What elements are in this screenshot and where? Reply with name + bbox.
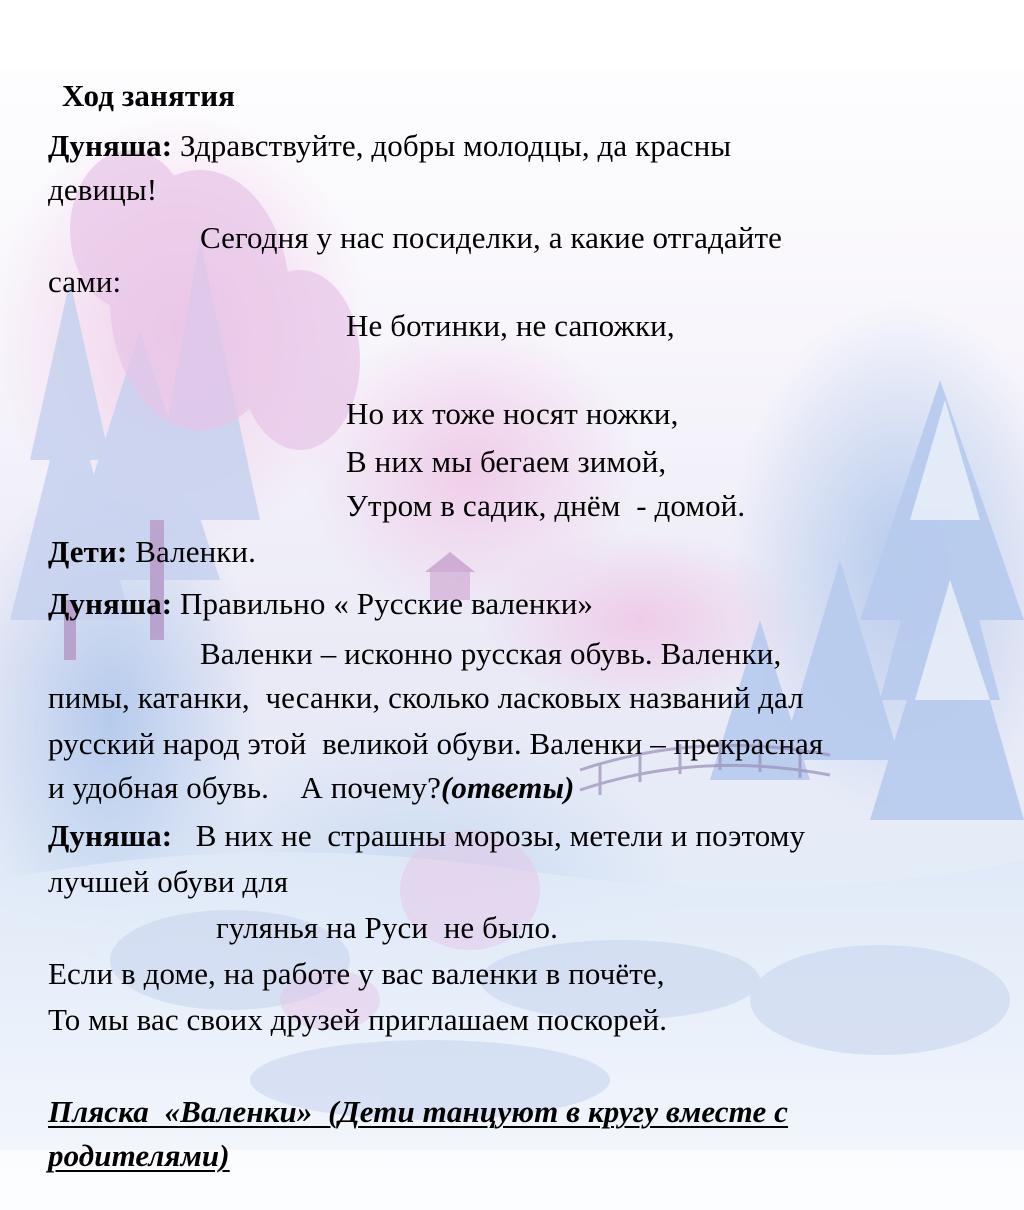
dialogue-line-15 xyxy=(48,814,805,858)
line-text: Правильно « Русские валенки» xyxy=(172,586,594,621)
dance-instruction-line-2: родителями) xyxy=(48,1138,230,1173)
dialogue-line-10 xyxy=(48,582,593,626)
riddle-line-3: В них мы бегаем зимой, xyxy=(346,444,667,479)
dialogue-line-4: сами: xyxy=(48,264,122,299)
page-title: Ход занятия xyxy=(62,78,236,113)
speaker-label: Дети: xyxy=(48,534,128,569)
dialogue-line-14 xyxy=(48,766,574,810)
dialogue-line-17: гулянья на Руси не было. xyxy=(216,910,558,945)
speaker-label: Дуняша: xyxy=(48,128,173,163)
dialogue-line-11: Валенки – исконно русская обувь. Валенки, xyxy=(200,636,782,671)
riddle-line-2: Но их тоже носят ножки, xyxy=(346,396,679,431)
dialogue-line-16: лучшей обуви для xyxy=(48,864,289,899)
answers-note: (ответы) xyxy=(440,770,575,805)
dialogue-line-3: Сегодня у нас посиделки, а какие отгадайте xyxy=(200,220,782,255)
dialogue-line-19: То мы вас своих друзей приглашаем поскорей. xyxy=(48,1002,668,1037)
dialogue-line-1 xyxy=(48,124,731,168)
dialogue-line-12: пимы, катанки, чесанки, сколько ласковых названий дал xyxy=(48,680,804,715)
dance-instruction-line-1: Пляска «Валенки» (Дети танцуют в кругу вместе с xyxy=(48,1094,789,1129)
dialogue-line-9 xyxy=(48,530,256,574)
speaker-label: Дуняша: xyxy=(48,586,173,621)
riddle-line-1: Не ботинки, не сапожки, xyxy=(346,308,675,343)
dialogue-line-18: Если в доме, на работе у вас валенки в почёте, xyxy=(48,956,665,991)
riddle-line-4: Утром в садик, днём - домой. xyxy=(346,488,746,523)
line-text: В них не страшны морозы, метели и поэтому xyxy=(172,818,806,853)
line-text: Валенки. xyxy=(127,534,256,569)
dialogue-line-13: русский народ этой великой обуви. Валенки – прекрасная xyxy=(48,726,824,761)
dialogue-line-2: девицы! xyxy=(48,172,158,207)
line-text: Здравствуйте, добры молодцы, да красны xyxy=(172,128,732,163)
speaker-label: Дуняша: xyxy=(48,818,173,853)
line-text: и удобная обувь. А почему? xyxy=(48,770,441,805)
